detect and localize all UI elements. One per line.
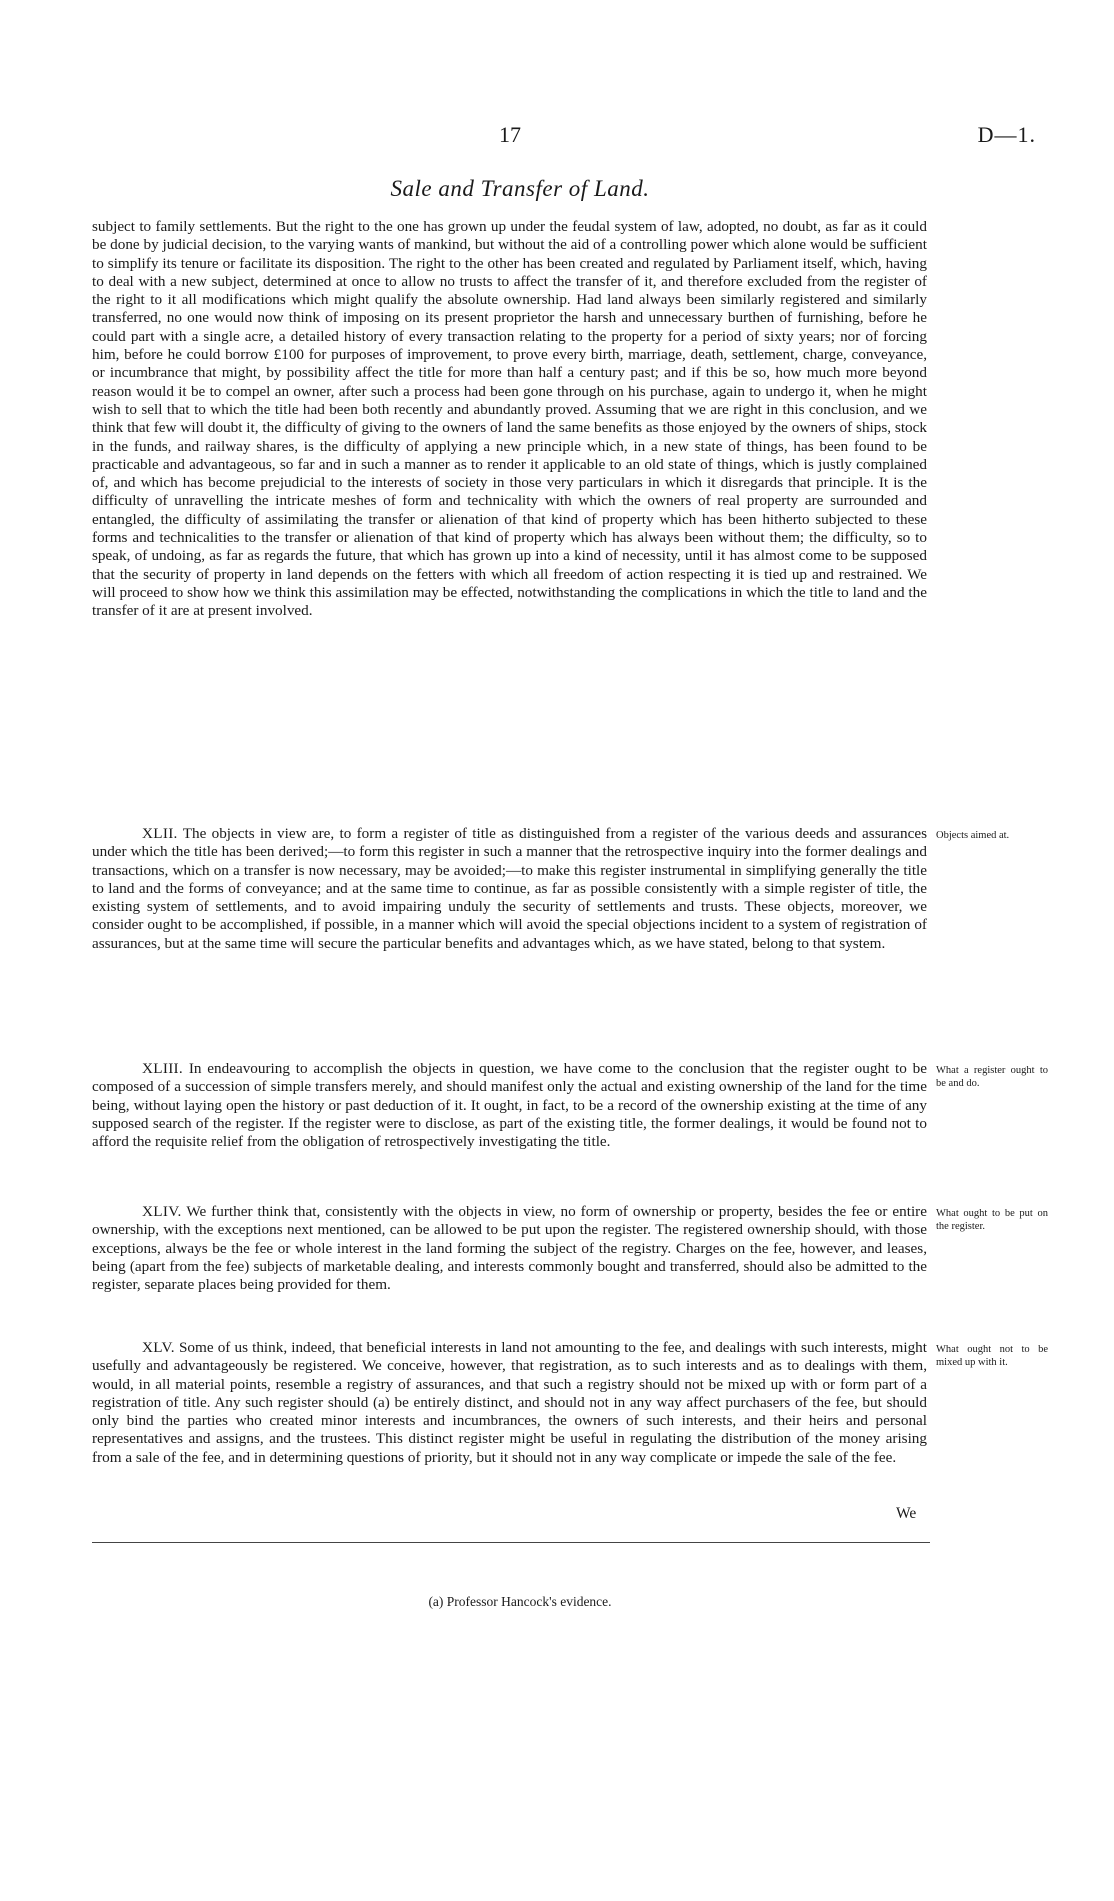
- paragraph-text: In endeavouring to accomplish the objects in question, we have come to the conclusion that the register ought to be composed of a succession of simple transfers merely, and should manifest only the actual and existing ownership of the land for the time being, without laying open the history or past deduction of it. It ought, in fact, to be a record of the ownership existing at the time of any supposed search of the register. If the register were to disclose, as part of the existing title, the former dealings, it would be found not to afford the requisite relief from the obligation of retrospectively investigating the title.: [92, 1060, 928, 1151]
- paragraph-text: Some of us think, indeed, that beneficial interests in land not amounting to the fee, and dealings with such interests, might usefully and advantageously be registered. We conceive, however, that registration, as to such interests and as to dealings with them, would, in all material points, resemble a registry of assurances, and that such a registry should not be mixed up with or form part of a registration of title. Any such register should (a) be entirely distinct, and should not in any way affect purchasers of the fee, but should only bind the parties who created minor interests and incumbrances, the owners of such interests, and their heirs and personal representatives and assigns, and the trustees. This distinct register might be useful in regulating the distribution of the money arising from a sale of the fee, and in determining questions of priority, but it should not in any way complicate or impede the sale of the fee.: [92, 1339, 927, 1466]
- paragraph-number: XLV.: [142, 1339, 175, 1356]
- margin-note-xlv: What ought not to be mixed up with it.: [936, 1344, 1048, 1368]
- paragraph-text: We further think that, consistently with the objects in view, no form of ownership or property, besides the fee or entire ownership, with the exceptions next mentioned, can be allowed to be put upon the register. The registered ownership should, with those exceptions, always be the fee or whole interest in the land forming the subject of the registry. Charges on the fee, however, and leases, being (apart from the fee) subjects of marketable dealing, and interests commonly bought and transferred, should also be admitted to the register, separate places being provided for them.: [92, 1203, 927, 1294]
- paragraph-xlii: [92, 825, 927, 953]
- catchword: We: [896, 1505, 917, 1522]
- paragraph-xliv: [92, 1203, 927, 1294]
- footnote-rule: [92, 1542, 930, 1543]
- footnote: (a) Professor Hancock's evidence.: [428, 1594, 612, 1609]
- paragraph-number: XLII.: [142, 825, 178, 842]
- page-title: Sale and Transfer of Land.: [390, 176, 650, 201]
- paragraph-xlv: [92, 1339, 927, 1467]
- document-reference: D—1.: [977, 122, 1036, 147]
- paragraph-text: subject to family settlements. But the right to the one has grown up under the feudal system of law, adopted, no doubt, as far as it could be done by judicial decision, to the varying wants of mankind, but without the aid of a controlling power which alone would be sufficient to simplify its tenure or facilitate its disposition. The right to the other has been created and regulated by Parliament itself, which, having to deal with a new subject, determined at once to allow no trusts to affect the transfer of it, and therefore excluded from the register of the right to it all modifications which might qualify the absolute ownership. Had land always been similarly registered and similarly transferred, no one would now think of imposing on its present proprietor the harsh and unnecessary burthen of furnishing, before he could part with a single acre, a detailed history of every transaction relating to the property for a period of sixty years; nor of forcing him, before he could borrow £100 for purposes of improvement, to prove every birth, marriage, death, settlement, charge, conveyance, or incumbrance that might, by possibility affect the title for more than half a century past; and if this be so, how much more beyond reason would it be to compel an owner, after such a process had been gone through on his purchase, again to undergo it, when he might wish to sell that to which the title had been both recently and abundantly proved. Assuming that we are right in this conclusion, and we think that few will doubt it, the difficulty of giving to the owners of land the same benefits as those enjoyed by the owners of ships, stock in the funds, and railway shares, is the difficulty of applying a new principle which, in a new state of things, has been found to be practicable and advantageous, so far and in such a manner as to render it applicable to an old state of things, which is justly complained of, and which has become prejudicial to the interests of society in those very particulars in which it disregards that principle. It is the difficulty of unravelling the intricate meshes of form and technicality with which the owners of real property are surrounded and entangled, the difficulty of assimilating the transfer or alienation of that kind of property which has been hitherto subjected to these forms and technicalities to the transfer or alienation of that kind of property which has always been without them; the difficulty, so to speak, of undoing, as far as regards the future, that which has grown up into a kind of necessity, until it has almost come to be supposed that the security of property in land depends on the fetters with which all freedom of action respecting it is tied up and restrained. We will proceed to show how we think this assimilation may be effected, notwithstanding the complications in which the title to land and the transfer of it are at present involved.: [92, 218, 927, 620]
- paragraph-xliii: [92, 1060, 927, 1151]
- paragraph-continuation: [92, 218, 927, 621]
- margin-note-xliii: What a register ought to be and do.: [936, 1065, 1048, 1089]
- paragraph-number: XLIV.: [142, 1203, 182, 1220]
- paragraph-number: XLIII.: [142, 1060, 184, 1077]
- page-number: 17: [499, 122, 521, 147]
- margin-note-xliv: What ought to be put on the register.: [936, 1208, 1048, 1232]
- margin-note-xlii: Objects aimed at.: [936, 830, 1010, 841]
- paragraph-text: The objects in view are, to form a register of title as distinguished from a register of the various deeds and assurances under which the title has been derived;—to form this register in such a manner that the retrospective inquiry into the former dealings and transactions, which on a transfer is now necessary, may be avoided;—to make this register instrumental in simplifying generally the title to land and the forms of conveyance; and at the same time to continue, as far as possible consistently with a simple register of title, the existing system of settlements, and to avoid impairing unduly the security of settlements and trusts. These objects, moreover, we consider ought to be accomplished, if possible, in a manner which will avoid the special objections incident to a system of registration of assurances, but at the same time will secure the particular benefits and advantages which, as we have stated, belong to that system.: [92, 825, 927, 952]
